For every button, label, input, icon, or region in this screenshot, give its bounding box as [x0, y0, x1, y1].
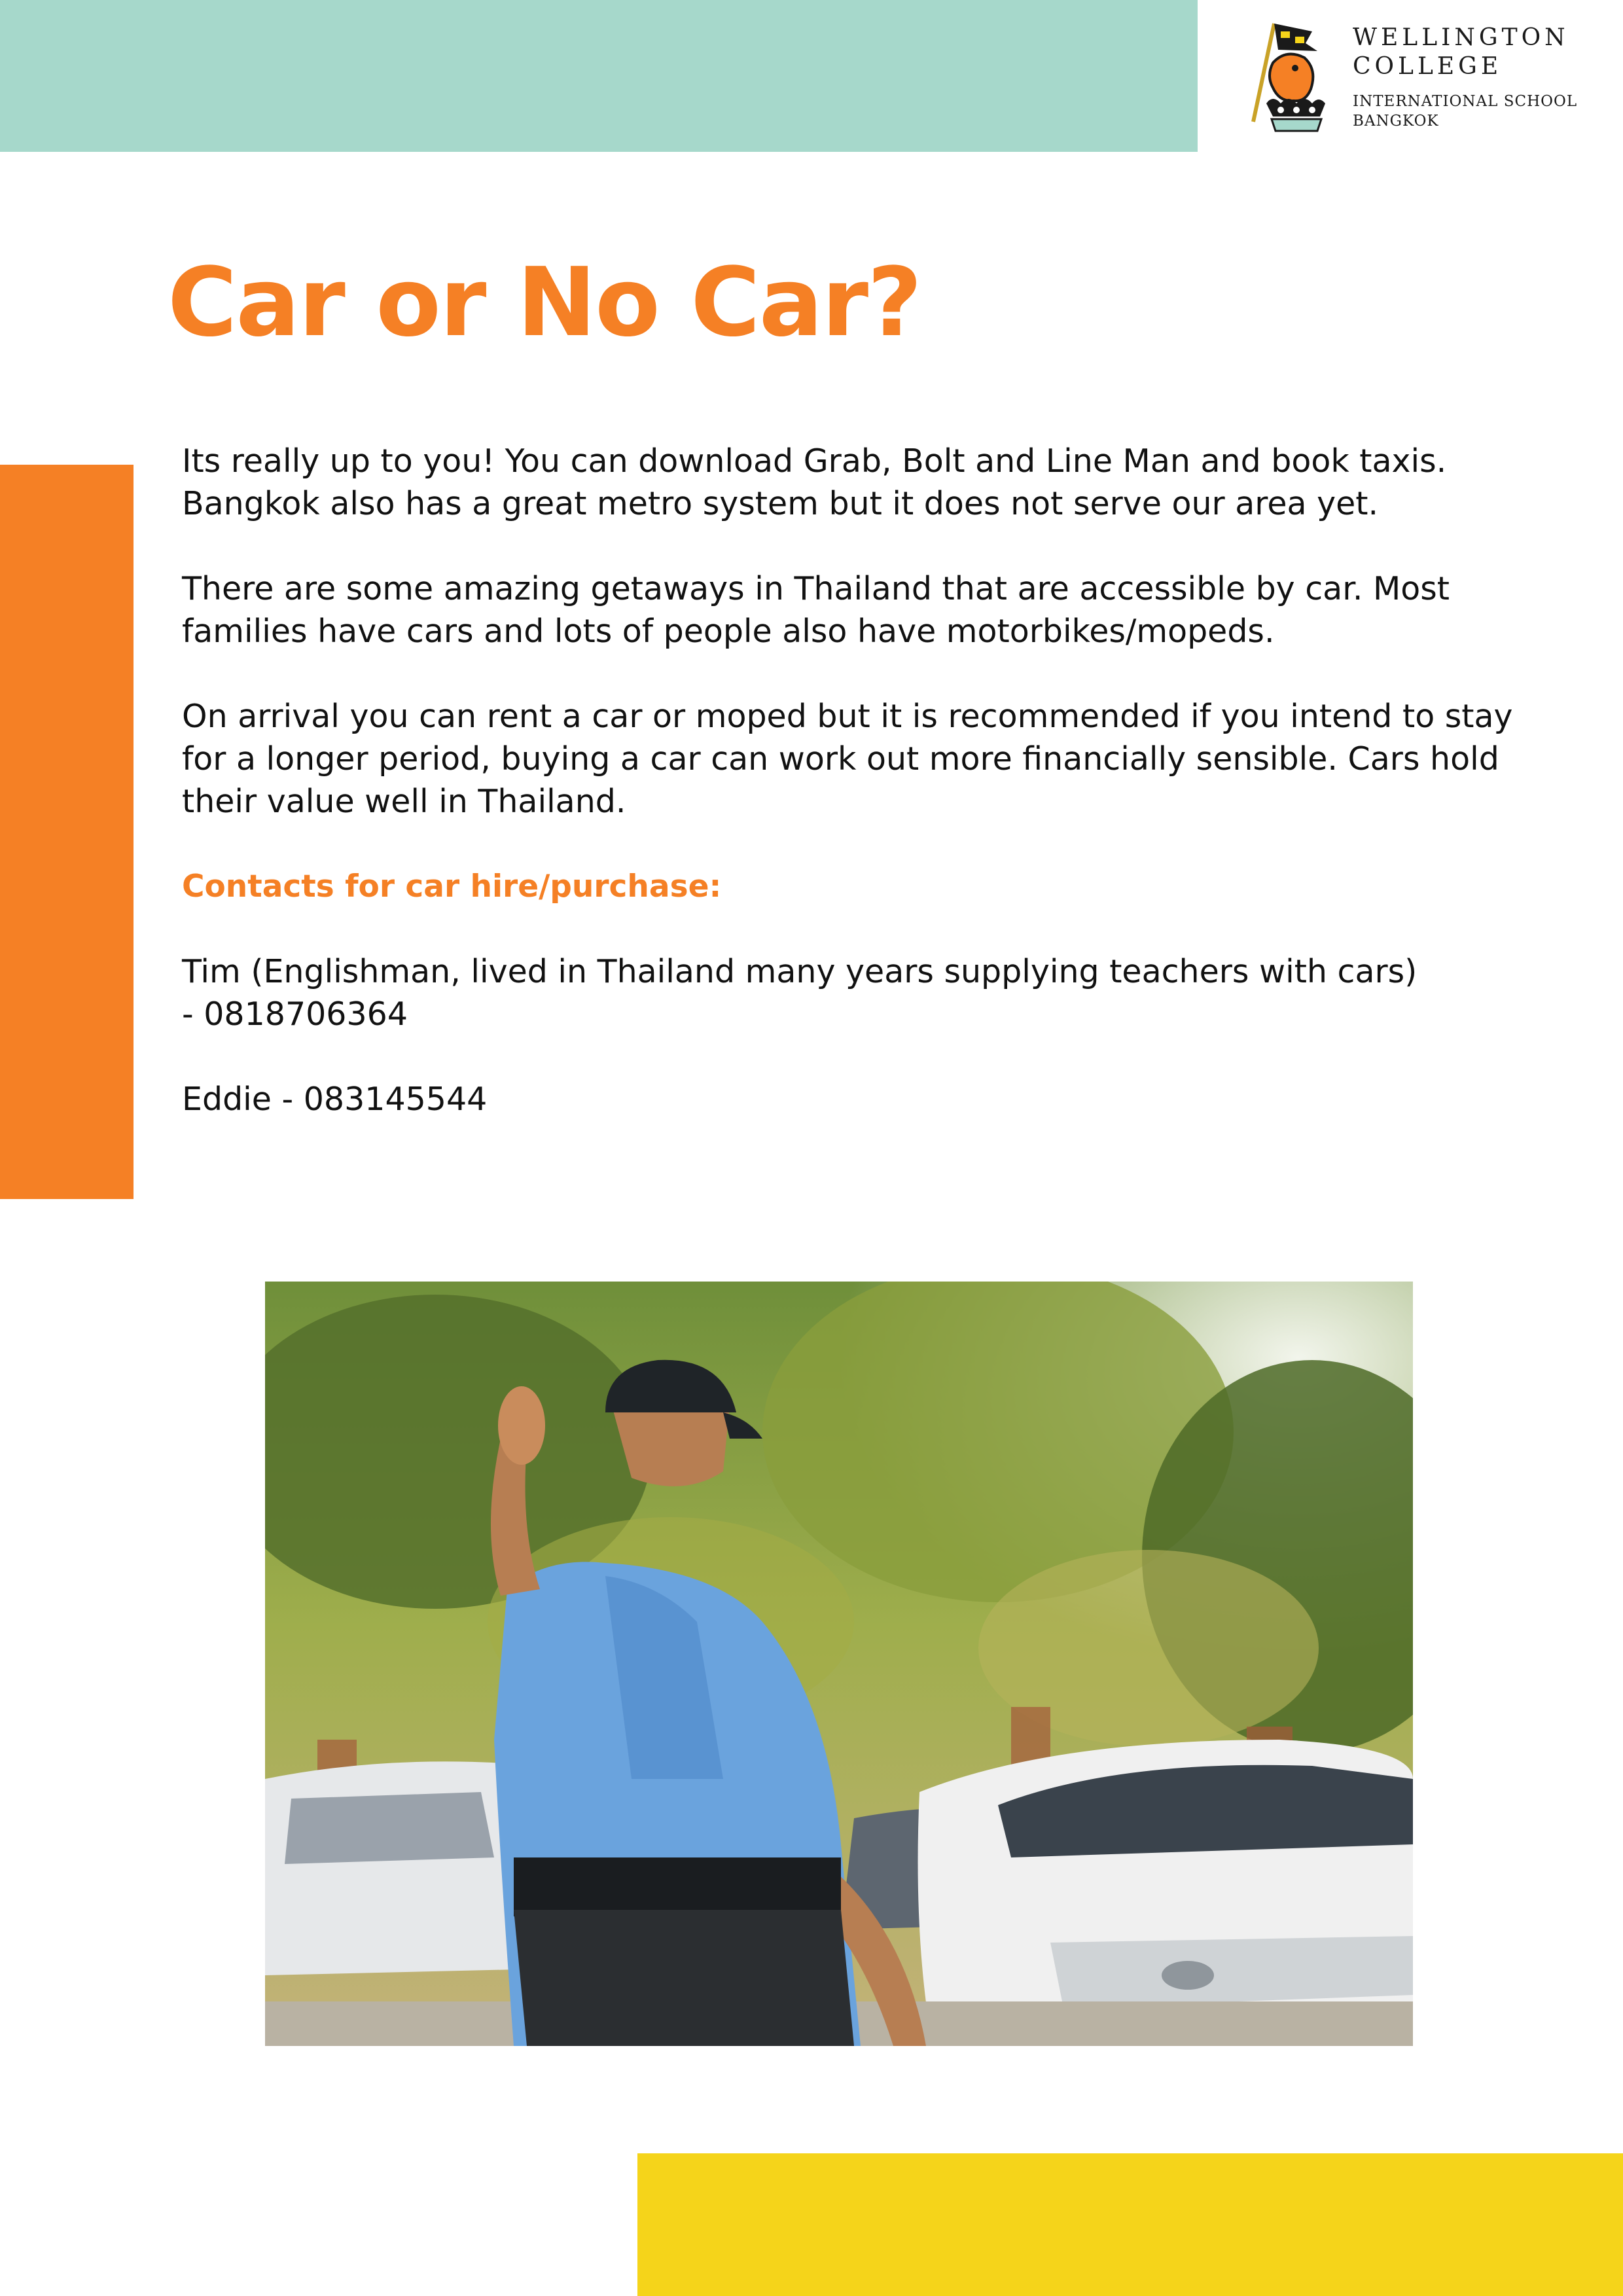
page-title: Car or No Car? [168, 247, 921, 358]
bottom-yellow-band [637, 2153, 1623, 2296]
top-mint-band [0, 0, 1198, 152]
logo-subtitle: INTERNATIONAL SCHOOL BANGKOK [1353, 93, 1578, 130]
paragraph-transport: Its really up to you! You can download Grab, Bolt and Line Man and book taxis. Bangkok also has a great metro system but it does not serve our area yet. [182, 442, 1447, 522]
paragraph-getaways: There are some amazing getaways in Thailand that are accessible by car. Most families have cars and lots of people also have motorbikes/mopeds. [182, 570, 1450, 650]
body-content [182, 440, 1563, 1121]
school-logo [1240, 17, 1594, 141]
left-orange-band [0, 465, 134, 1199]
paragraph-arrival: On arrival you can rent a car or moped but it is recommended if you intend to stay for a longer period, buying a car can work out more financially sensible. Cars hold their value well in Thailand. [182, 698, 1513, 820]
contacts-heading: Contacts for car hire/purchase: [182, 869, 722, 905]
contact-eddie: Eddie - 083145544 [182, 1081, 488, 1118]
lion-crest-icon [1240, 17, 1338, 135]
logo-name: WELLINGTON COLLEGE [1353, 24, 1569, 80]
photo-illustration [265, 1282, 1413, 2046]
photo-traffic-guard [265, 1282, 1413, 2046]
contact-tim: Tim (Englishman, lived in Thailand many years supplying teachers with cars) - 0818706364 [182, 953, 1418, 1033]
